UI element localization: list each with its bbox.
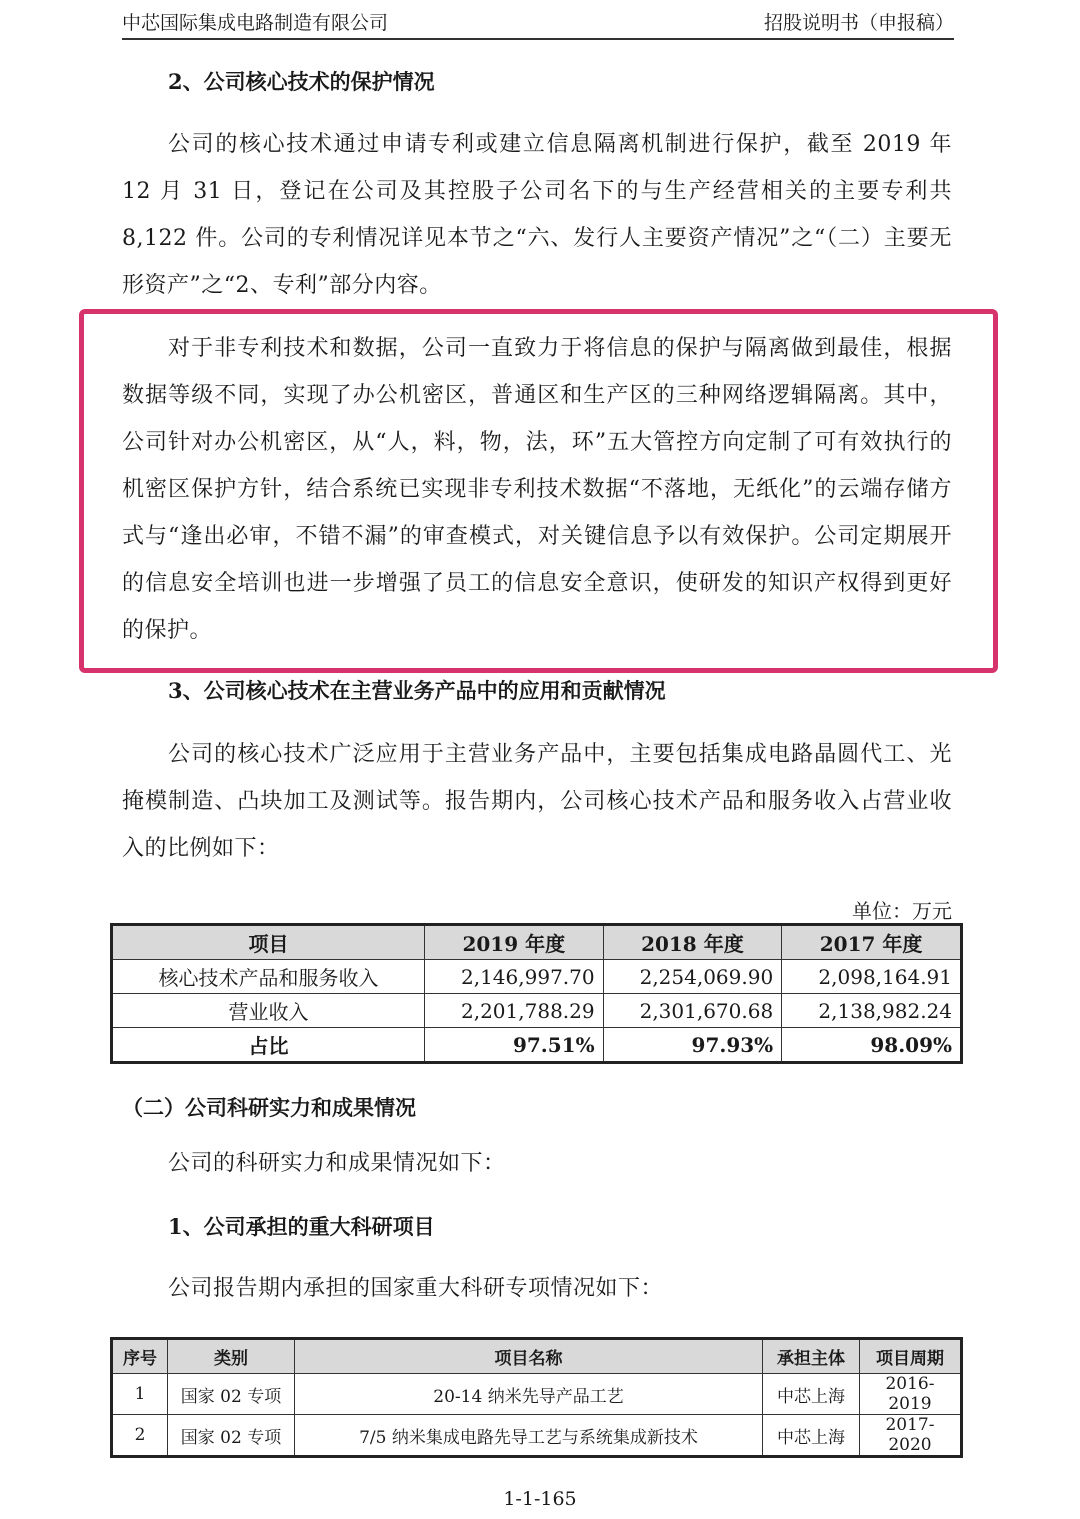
unit-label: 单位：万元 [852,899,952,923]
cell-period: 2017-2020 [860,1415,962,1457]
col-header-2019: 2019 年度 [425,925,604,960]
cell-value: 2,254,069.90 [603,960,782,994]
cell-name: 20-14 纳米先导产品工艺 [295,1374,763,1415]
cell-value: 2,201,788.29 [425,994,604,1028]
header-company: 中芯国际集成电路制造有限公司 [122,12,389,34]
cell-value: 97.51% [425,1028,604,1063]
cell-entity: 中芯上海 [763,1374,860,1415]
col-header-name: 项目名称 [295,1339,763,1374]
col-header-no: 序号 [112,1339,168,1374]
cell-no: 2 [112,1415,168,1457]
projects-table [110,1337,963,1458]
table-row [112,1415,962,1457]
cell-value: 98.09% [782,1028,962,1063]
cell-value: 2,098,164.91 [782,960,962,994]
header-doc-type: 招股说明书（申报稿） [763,12,954,34]
page-header [122,8,954,40]
cell-value: 2,146,997.70 [425,960,604,994]
section-2-paragraph-2: 对于非专利技术和数据，公司一直致力于将信息的保护与隔离做到最佳，根据数据等级不同，实现了办公机密区，普通区和生产区的三种网络逻辑隔离。其中，公司针对办公机密区，从“人，料，物，法，环”五大管控方向定制了可有效执行的机密区保护方针，结合系统已实现非专利技术数据“不落地，无纸化”的云端存储方式与“逢出必审，不错不漏”的审查模式，对关键信息予以有效保护。公司定期展开的信息安全培训也进一步增强了员工的信息安全意识，使研发的知识产权得到更好的保护。 [122,336,952,643]
table-row [112,1374,962,1415]
section-3-paragraph: 公司的核心技术广泛应用于主营业务产品中，主要包括集成电路晶圆代工、光掩模制造、凸块加工及测试等。报告期内，公司核心技术产品和服务收入占营业收入的比例如下： [122,742,952,861]
table-row [112,960,962,994]
cell-value: 97.93% [603,1028,782,1063]
col-header-2018: 2018 年度 [603,925,782,960]
cell-value: 2,138,982.24 [782,994,962,1028]
table-row-total [112,1028,962,1063]
subsection-1-paragraph: 公司报告期内承担的国家重大科研专项情况如下： [168,1276,664,1301]
row-label: 营业收入 [112,994,425,1028]
section-2-title: 2、公司核心技术的保护情况 [168,69,435,94]
cell-category: 国家 02 专项 [168,1415,295,1457]
revenue-table [110,923,963,1064]
subsection-1-title: 1、公司承担的重大科研项目 [168,1214,435,1239]
section-2-paragraph-1: 公司的核心技术通过申请专利或建立信息隔离机制进行保护，截至 2019 年 12 月 31 日，登记在公司及其控股子公司名下的与生产经营相关的主要专利共 8,122 件。公司的专利情况详见本节之“六、发行人主要资产情况”之“（二）主要无形资产”之“2、专利”部分内容。 [122,132,952,298]
cell-category: 国家 02 专项 [168,1374,295,1415]
table-row [112,994,962,1028]
row-label: 占比 [112,1028,425,1063]
cell-entity: 中芯上海 [763,1415,860,1457]
cell-no: 1 [112,1374,168,1415]
col-header-item: 项目 [112,925,425,960]
part-2-paragraph: 公司的科研实力和成果情况如下： [168,1151,506,1176]
cell-value: 2,301,670.68 [603,994,782,1028]
col-header-entity: 承担主体 [763,1339,860,1374]
col-header-period: 项目周期 [860,1339,962,1374]
cell-name: 7/5 纳米集成电路先导工艺与系统集成新技术 [295,1415,763,1457]
row-label: 核心技术产品和服务收入 [112,960,425,994]
page-number: 1-1-165 [503,1488,577,1510]
col-header-category: 类别 [168,1339,295,1374]
table-header-row [112,925,962,960]
col-header-2017: 2017 年度 [782,925,962,960]
part-2-title: （二）公司科研实力和成果情况 [122,1095,416,1120]
cell-period: 2016-2019 [860,1374,962,1415]
section-3-title: 3、公司核心技术在主营业务产品中的应用和贡献情况 [168,678,666,703]
table-header-row [112,1339,962,1374]
